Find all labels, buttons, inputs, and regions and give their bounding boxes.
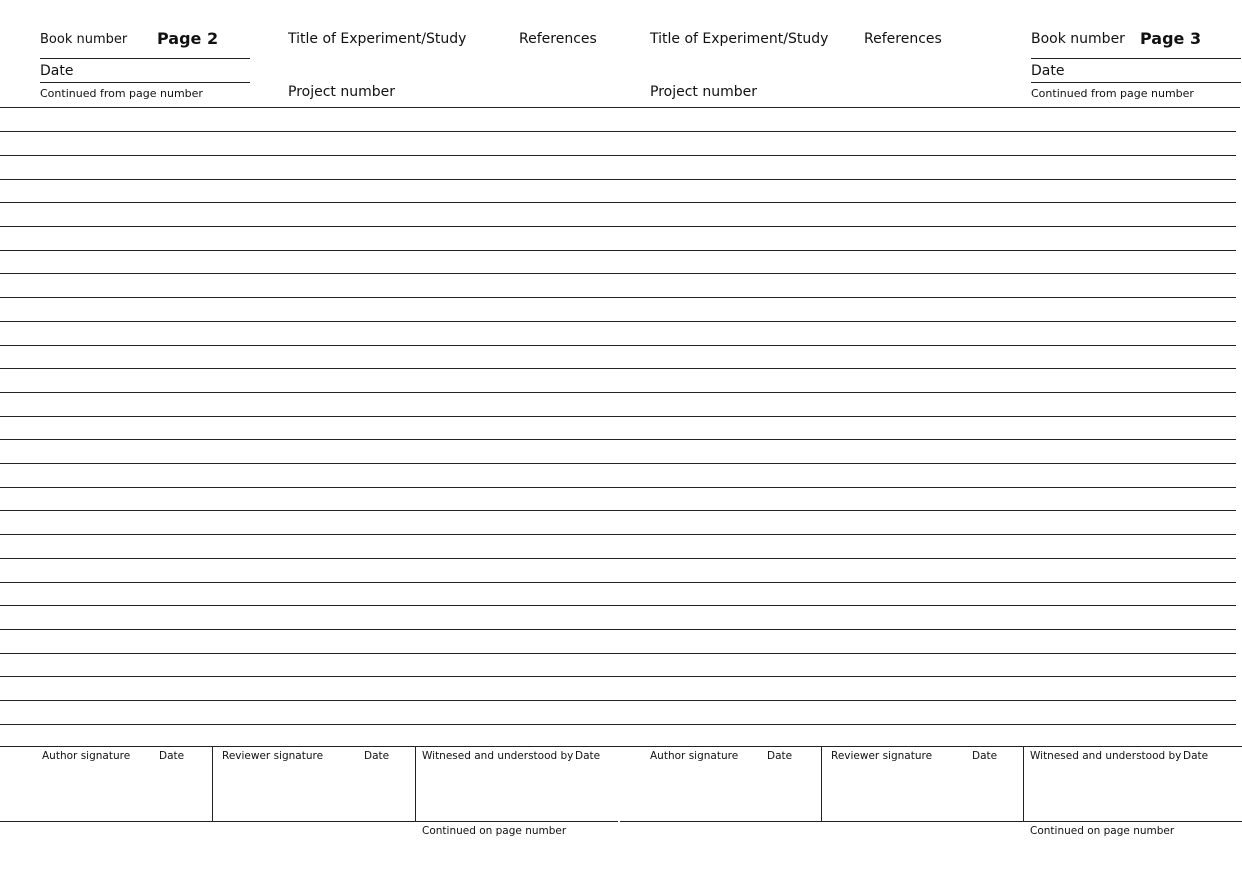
- author-date-label: Date: [767, 750, 793, 762]
- references-label: References: [519, 31, 597, 47]
- page-number-label: Page 3: [1140, 29, 1202, 48]
- continued-on-label: Continued on page number: [1030, 825, 1175, 837]
- continued-on-label: Continued on page number: [422, 825, 567, 837]
- witnessed-date-label: Date: [575, 750, 601, 762]
- reviewer-signature-label: Reviewer signature: [831, 750, 933, 762]
- continued-from-label: Continued from page number: [1031, 87, 1194, 100]
- footer-divider: [415, 746, 416, 822]
- author-date-label: Date: [159, 750, 185, 762]
- witnessed-label: Witnesed and understood by: [422, 750, 574, 762]
- author-signature-label: Author signature: [42, 750, 131, 762]
- reviewer-signature-label: Reviewer signature: [222, 750, 324, 762]
- references-label: References: [864, 31, 942, 47]
- witnessed-label: Witnesed and understood by: [1030, 750, 1182, 762]
- title-label: Title of Experiment/Study: [650, 31, 829, 47]
- project-number-label: Project number: [650, 84, 757, 100]
- title-label: Title of Experiment/Study: [288, 31, 467, 47]
- footer-divider: [212, 746, 213, 822]
- page-number-label: Page 2: [157, 29, 219, 48]
- date-label: Date: [40, 63, 74, 79]
- reviewer-date-label: Date: [972, 750, 998, 762]
- continued-from-label: Continued from page number: [40, 87, 203, 100]
- footer-divider: [1023, 746, 1024, 822]
- date-label: Date: [1031, 63, 1065, 79]
- footer-divider: [821, 746, 822, 822]
- author-signature-label: Author signature: [650, 750, 739, 762]
- witnessed-date-label: Date: [1183, 750, 1209, 762]
- book-number-label: Book number: [40, 32, 128, 47]
- project-number-label: Project number: [288, 84, 395, 100]
- book-number-label: Book number: [1031, 31, 1125, 47]
- reviewer-date-label: Date: [364, 750, 390, 762]
